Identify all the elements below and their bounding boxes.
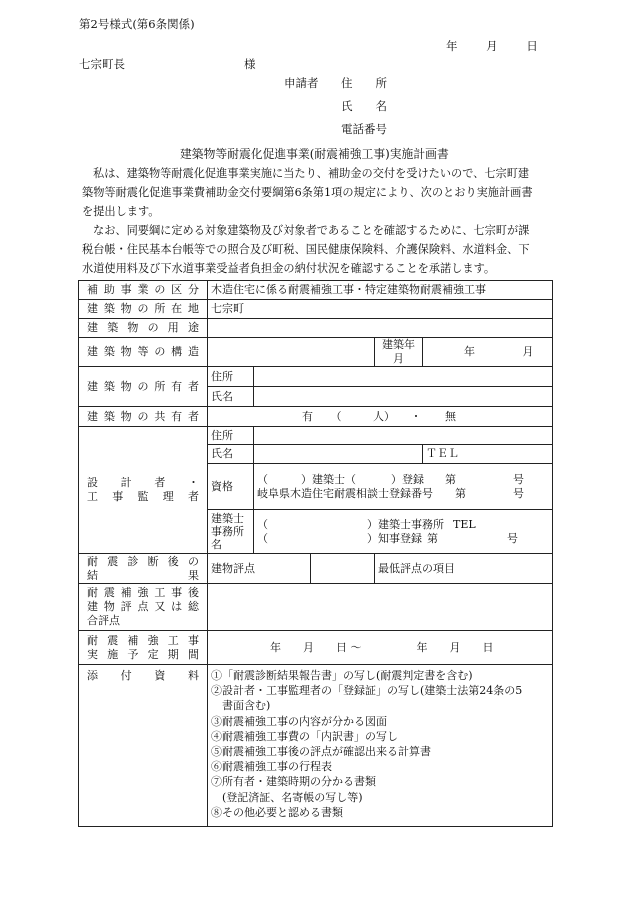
designer-label-line1: 設計者・ — [87, 476, 199, 489]
owner-address-value[interactable] — [254, 367, 553, 387]
designer-tel-cell[interactable] — [423, 445, 553, 464]
office-paren: （ — [257, 517, 268, 531]
schedule-label-line1: 耐震補強工事 — [87, 633, 199, 647]
location-value[interactable]: 七宗町 — [208, 300, 553, 319]
para1-line: 私は、建築物等耐震化促進事業実施に当たり、補助金の交付を受けたいので、七宗町建 — [93, 167, 530, 180]
co-owner-label: 建築物の共有者 — [79, 407, 208, 427]
date-month: 月 — [486, 39, 498, 53]
designer-name-label: 氏名 — [208, 445, 254, 464]
row-post-score — [79, 584, 553, 631]
qual-architect: ）建築士（ — [301, 472, 356, 486]
row-schedule — [79, 631, 553, 665]
schedule-label-line2: 実施予定期間 — [87, 647, 199, 661]
attachments-list — [208, 665, 553, 827]
structure-value[interactable] — [208, 338, 375, 367]
applicant-label: 申請者 — [284, 76, 319, 90]
declaration-paragraph — [82, 164, 552, 221]
built-month-unit: 月 — [522, 345, 534, 358]
built-date-value[interactable] — [423, 338, 553, 367]
co-owner-dot: ・ — [410, 409, 422, 423]
built-date-label: 建築年月 — [375, 338, 423, 367]
governor-go: 号 — [507, 531, 518, 545]
gifu-go: 号 — [513, 486, 524, 500]
attachments-label: 添付資料 — [79, 665, 208, 827]
co-owner-paren: （ — [330, 409, 342, 423]
post-score-label — [79, 584, 208, 631]
schedule-label — [79, 631, 208, 665]
co-owner-yes: 有 — [302, 409, 313, 423]
score-value[interactable] — [311, 554, 375, 584]
governor-paren: （ — [257, 531, 268, 545]
addressee-honorific: 様 — [244, 57, 256, 71]
applicant-phone-label: 電話番号 — [341, 122, 387, 136]
date-year: 年 — [446, 39, 458, 53]
designer-label — [79, 427, 208, 554]
row-diagnosis — [79, 554, 553, 584]
para2-line: 税台帳・住民基本台帳等での照合及び町税、国民健康保険料、介護保険料、水道料金、下 — [82, 243, 530, 256]
para2-line: 水道使用料及び下水道事業受益者負担金の納付状況を確認することを承諾します。 — [82, 262, 496, 275]
designer-tel-label: ＴＥＬ — [426, 447, 459, 460]
consent-paragraph — [82, 221, 552, 278]
addressee-name: 七宗町長 — [79, 57, 125, 71]
attachment-item: ⑤耐震補強工事後の評点が確認出来る計算書 — [211, 745, 431, 759]
attachment-item: ⑧その他必要と認める書類 — [211, 805, 343, 819]
para1-line: 築物等耐震化促進事業費補助金交付要綱第6条第1項の規定により、次のとおり実施計画書 — [82, 186, 533, 199]
category-value[interactable]: 木造住宅に係る耐震補強工事・特定建築物耐震補強工事 — [208, 281, 553, 300]
designer-address-value[interactable] — [254, 427, 553, 445]
date-day: 日 — [526, 39, 538, 53]
row-designer-address — [79, 427, 553, 445]
para2-line: なお、同要綱に定める対象建築物及び対象者であることを確認するために、七宗町が課 — [93, 224, 530, 237]
applicant-address-label: 住 所 — [341, 76, 387, 90]
row-location — [79, 300, 553, 319]
qual-registration: ）登録 — [391, 472, 424, 486]
office-tel: TEL — [453, 517, 476, 531]
attachment-item: ④耐震補強工事費の「内訳書」の写し — [211, 729, 398, 743]
row-attachments — [79, 665, 553, 827]
office-row1 — [257, 518, 549, 532]
designer-name-value[interactable] — [254, 445, 423, 464]
post-score-line2: 建物評点又は総 — [87, 600, 199, 613]
attachment-item: (登記済証、名寄帳の写し等) — [222, 790, 363, 804]
schedule-value[interactable]: 年 月 日 ～ 年 月 日 — [208, 631, 553, 665]
attachment-item: ①「耐震診断結果報告書」の写し(耐震判定書を含む) — [211, 669, 473, 682]
qualification-row1 — [257, 473, 549, 487]
co-owner-no: 無 — [445, 409, 456, 423]
governor-no: 第 — [427, 531, 438, 545]
application-form-table — [78, 280, 553, 827]
governor-registration: ）知事登録 — [367, 531, 422, 545]
post-score-value[interactable] — [208, 584, 553, 631]
min-score-label: 最低評点の項目 — [378, 561, 455, 575]
qual-go: 号 — [513, 472, 524, 486]
row-category — [79, 281, 553, 300]
diagnosis-label-line1: 耐震診断後の — [87, 554, 199, 568]
document-title: 建築物等耐震化促進事業(耐震補強工事)実施計画書 — [180, 147, 449, 161]
gifu-consultant: 岐阜県木造住宅耐震相談士登録番号 — [257, 486, 433, 500]
row-usage — [79, 319, 553, 338]
gifu-no: 第 — [455, 486, 466, 500]
qual-no: 第 — [445, 472, 456, 486]
post-score-line3: 合評点 — [87, 614, 120, 627]
co-owner-value[interactable] — [208, 407, 553, 427]
para1-line: を提出します。 — [82, 205, 160, 218]
built-year-unit: 年 — [464, 345, 475, 358]
form-number: 第2号様式(第6条関係) — [79, 17, 195, 31]
attachment-item: ②設計者・工事監理者の「登録証」の写し(建築士法第24条の5 — [211, 684, 523, 698]
owner-label: 建築物の所有者 — [79, 367, 208, 407]
applicant-name-label: 氏 名 — [341, 99, 387, 113]
row-structure — [79, 338, 553, 367]
usage-label: 建築物の用途 — [79, 319, 208, 338]
co-owner-persons: 人） — [373, 409, 395, 423]
office-suffix: ）建築士事務所 — [367, 517, 444, 531]
date-line — [446, 38, 538, 54]
office-label: 建築士事務所名 — [208, 510, 254, 554]
diagnosis-label — [79, 554, 208, 584]
score-label: 建物評点 — [208, 554, 311, 584]
owner-name-value[interactable] — [254, 387, 553, 407]
qualification-value[interactable] — [254, 464, 553, 510]
attachment-item: ⑦所有者・建築時期の分かる書類 — [211, 775, 376, 789]
qualification-row2 — [257, 487, 549, 501]
post-score-line1: 耐震補強工事後 — [87, 586, 199, 599]
diagnosis-label-line2: 結果 — [87, 568, 199, 582]
office-value[interactable] — [254, 510, 553, 554]
owner-address-label: 住所 — [208, 367, 254, 387]
designer-address-label: 住所 — [208, 427, 254, 445]
designer-label-line2: 工事監理者 — [87, 490, 199, 503]
category-label: 補助事業の区分 — [79, 281, 208, 300]
location-label: 建築物の所在地 — [79, 300, 208, 319]
attachment-item: ③耐震補強工事の内容が分かる図面 — [211, 714, 387, 728]
attachment-item: 書面含む) — [222, 699, 271, 713]
structure-label: 建築物等の構造 — [79, 338, 208, 367]
row-owner-address — [79, 367, 553, 387]
attachment-item: ⑥耐震補強工事の行程表 — [211, 760, 332, 774]
min-score-cell[interactable] — [375, 554, 553, 584]
office-row2 — [257, 532, 549, 546]
row-co-owner — [79, 407, 553, 427]
usage-value[interactable] — [208, 319, 553, 338]
qualification-label: 資格 — [208, 464, 254, 510]
owner-name-label: 氏名 — [208, 387, 254, 407]
qual-paren: （ — [257, 472, 268, 486]
